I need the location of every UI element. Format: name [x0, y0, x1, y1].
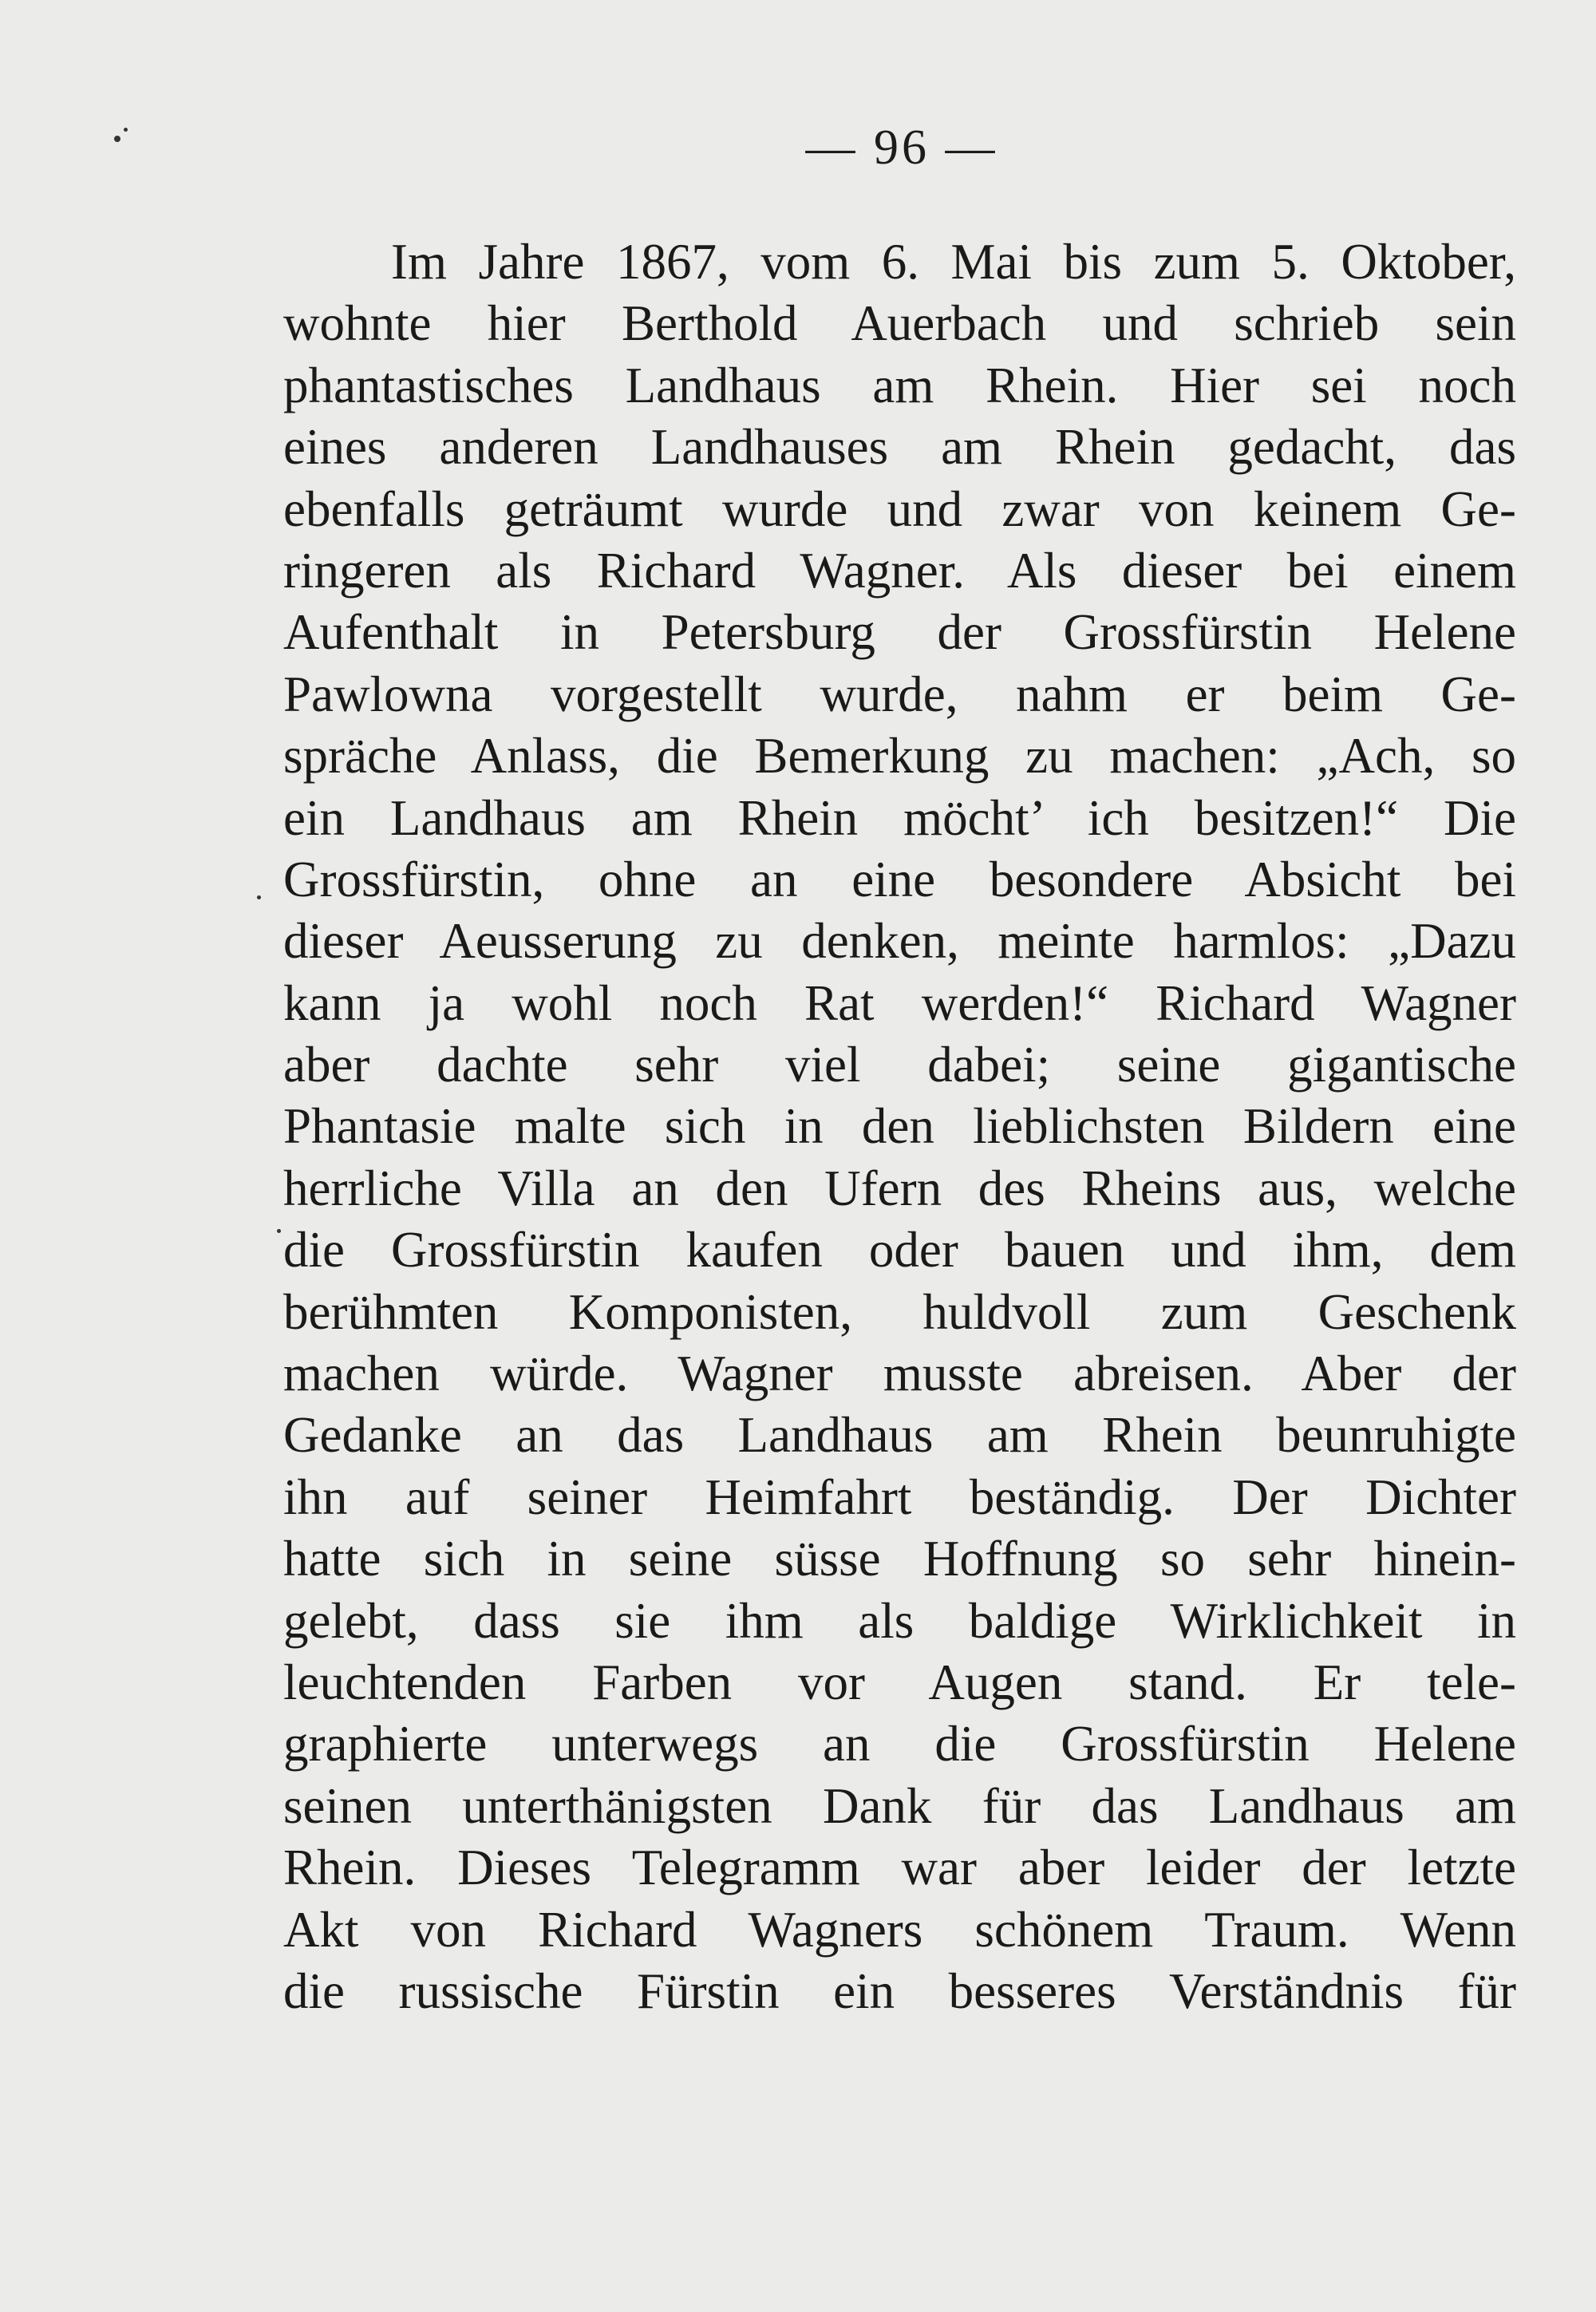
text-line: die Grossfürstin kaufen oder bauen und ihm, dem: [283, 1222, 1516, 1279]
text-line: spräche Anlass, die Bemerkung zu machen: „Ach, so: [283, 728, 1516, 784]
text-line: ebenfalls geträumt wurde und zwar von keinem Ge-: [283, 480, 1516, 537]
text-line: hatte sich in seine süsse Hoffnung so sehr hinein-: [283, 1531, 1516, 1587]
text-line: leuchtenden Farben vor Augen stand. Er tele-: [283, 1654, 1516, 1710]
text-line: gelebt, dass sie ihm als baldige Wirklichkeit in: [283, 1592, 1516, 1649]
text-line: graphierte unterwegs an die Grossfürstin Helene: [283, 1716, 1516, 1773]
text-line: Akt von Richard Wagners schönem Traum. Wenn: [283, 1901, 1516, 1958]
text-line: Im Jahre 1867, vom 6. Mai bis zum 5. Oktober,: [391, 234, 1516, 290]
text-line: ein Landhaus am Rhein möcht’ ich besitzen!“ Die: [283, 789, 1516, 846]
text-line: seinen unterthänigsten Dank für das Landhaus am: [283, 1777, 1516, 1834]
text-line: phantastisches Landhaus am Rhein. Hier sei noch: [283, 357, 1516, 413]
text-line: kann ja wohl noch Rat werden!“ Richard Wagner: [283, 974, 1516, 1031]
text-line: Aufenthalt in Petersburg der Grossfürstin Helene: [283, 604, 1516, 661]
scan-speck: [277, 1229, 281, 1233]
text-line: Gedanke an das Landhaus am Rhein beunruhigte: [283, 1407, 1516, 1464]
text-line: eines anderen Landhauses am Rhein gedacht, das: [283, 419, 1516, 476]
text-line: aber dachte sehr viel dabei; seine gigantische: [283, 1037, 1516, 1093]
text-line: herrliche Villa an den Ufern des Rheins aus, welche: [283, 1160, 1516, 1216]
text-line: Grossfürstin, ohne an eine besondere Absicht bei: [283, 851, 1516, 907]
text-line: ringeren als Richard Wagner. Als dieser bei einem: [283, 542, 1516, 599]
body-text: [283, 231, 1516, 2022]
text-line: Phantasie malte sich in den lieblichsten Bildern eine: [283, 1098, 1516, 1155]
text-line: machen würde. Wagner musste abreisen. Aber der: [283, 1346, 1516, 1402]
text-line: wohnte hier Berthold Auerbach und schrieb sein: [283, 295, 1516, 352]
page-number: — 96 —: [805, 121, 998, 175]
text-line: Rhein. Dieses Telegramm war aber leider der letzte: [283, 1840, 1516, 1896]
text-line: berühmten Komponisten, huldvoll zum Geschenk: [283, 1283, 1516, 1340]
text-line: Pawlowna vorgestellt wurde, nahm er beim Ge-: [283, 666, 1516, 722]
text-line: dieser Aeusserung zu denken, meinte harmlos: „Dazu: [283, 913, 1516, 970]
text-line: ihn auf seiner Heimfahrt beständig. Der Dichter: [283, 1468, 1516, 1525]
text-line: die russische Fürstin ein besseres Verständnis für: [283, 1962, 1516, 2019]
scan-speck: [257, 895, 261, 899]
